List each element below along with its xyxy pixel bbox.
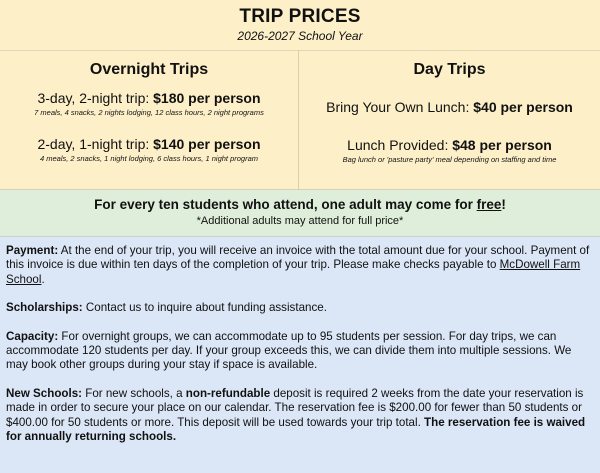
non-refundable-term: non-refundable [185, 386, 271, 400]
option-note: 4 meals, 2 snacks, 1 night lodging, 6 class hours, 1 night program [39, 154, 259, 163]
trip-options [0, 50, 600, 190]
option-label: Bring Your Own Lunch: [326, 99, 474, 115]
free-word: free [476, 197, 502, 212]
capacity-label: Capacity: [6, 329, 59, 343]
day-option-lunch-provided [299, 136, 600, 154]
header [0, 0, 600, 50]
new-schools-text: For new schools, a [82, 386, 186, 400]
option-price: $180 per person [153, 90, 261, 106]
scholarships-paragraph [6, 301, 594, 315]
page-subtitle: 2026-2027 School Year [237, 29, 363, 43]
scholarships-text: Contact us to inquire about funding assistance. [82, 301, 327, 315]
fee-waived-note: The reservation fee is waived for annually returning schools. [6, 415, 586, 444]
option-label: Lunch Provided: [347, 137, 453, 153]
chaperone-suffix: ! [501, 197, 506, 212]
new-schools-paragraph [6, 387, 594, 445]
overnight-option-2day [0, 135, 298, 153]
payment-text: At the end of your trip, you will receive an invoice with the total amount due for your school. Payment of this invoice is due within ten days of the completion of your trip. Please make checks payable to [6, 244, 590, 272]
chaperone-text: For every ten students who attend, one adult may come for [94, 197, 477, 212]
option-note: Bag lunch or 'pasture party' meal depending on staffing and time [342, 155, 557, 164]
payment-end: . [41, 272, 45, 286]
option-label: 2-day, 1-night trip: [37, 136, 154, 152]
day-option-byo-lunch [299, 98, 600, 116]
capacity-paragraph [6, 330, 594, 373]
chaperone-main [0, 196, 600, 214]
option-price: $140 per person [153, 136, 261, 152]
capacity-text: For overnight groups, we can accommodate up to 95 students per session. For day trips, we can accommodate 120 students per day. If your group exceeds this, we can divide them into multiple sessions. We may book other groups during your stay if space is available. [6, 329, 572, 372]
option-note: 7 meals, 4 snacks, 2 nights lodging, 12 class hours, 2 night programs [34, 108, 264, 117]
option-price: $40 per person [473, 99, 573, 115]
new-schools-label: New Schools: [6, 386, 83, 400]
page-title: TRIP PRICES [239, 6, 361, 27]
option-label: 3-day, 2-night trip: [37, 90, 154, 106]
chaperone-note: *Additional adults may attend for full price* [196, 215, 404, 227]
scholarships-label: Scholarships: [6, 301, 83, 315]
overnight-trips-column [0, 51, 299, 189]
overnight-option-3day [0, 89, 298, 107]
day-heading: Day Trips [413, 61, 486, 78]
day-trips-column [299, 51, 600, 189]
new-schools-text: deposit is required 2 weeks from the date your reservation is made in order to secure your place on our calendar. The reservation fee is $200.00 for fewer than 50 students or $400.00 for 50 students or more. This deposit will be used towards your trip total. [6, 386, 584, 429]
chaperone-banner [0, 190, 600, 237]
overnight-heading: Overnight Trips [89, 61, 209, 78]
policy-info [0, 237, 600, 473]
option-price: $48 per person [452, 137, 552, 153]
payment-label: Payment: [6, 244, 59, 257]
payee-name: McDowell Farm School [6, 258, 581, 286]
payment-paragraph [6, 244, 594, 287]
